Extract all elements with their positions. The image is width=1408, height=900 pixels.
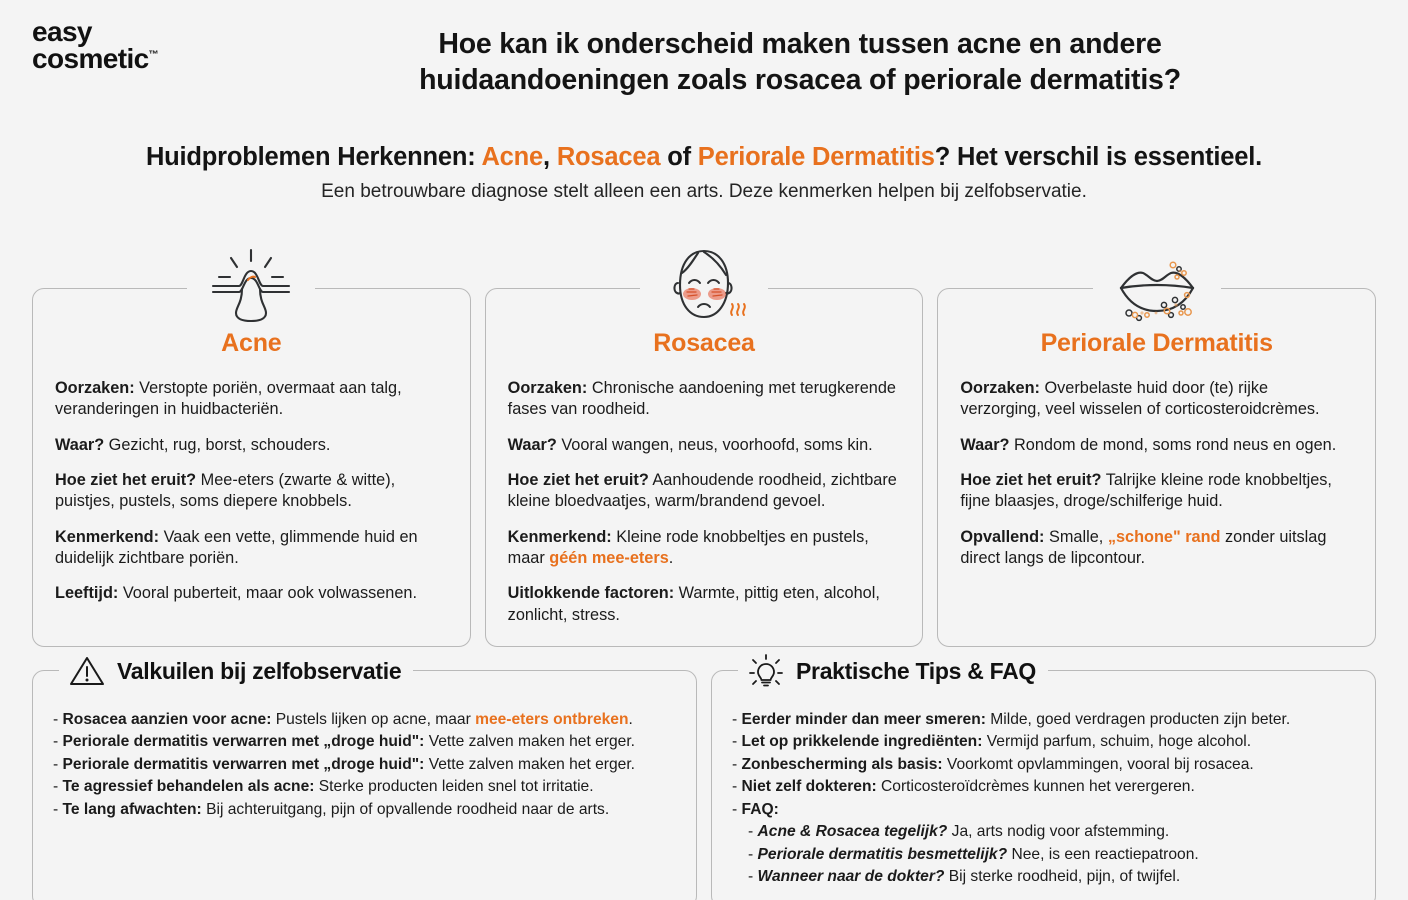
card-row: Waar? Rondom de mond, soms rond neus en ogen. [960,435,1337,454]
intro-term-perioral: Periorale Dermatitis [697,142,935,171]
intro-tail: ? Het verschil is essentieel. [934,142,1263,171]
card-row: Oorzaken: Verstopte poriën, overmaat aan talg, veranderingen in huidbacteriën. [55,379,402,419]
lips-icon [1105,245,1209,323]
header [0,0,1408,99]
intro-term-acne: Acne [481,142,544,171]
list-item: - Periorale dermatitis verwarren met „droge huid": Vette zalven maken het erger. [53,755,636,773]
card-row: Kenmerkend: Kleine rode knobbeltjes en pustels, maar géén mee-eters. [507,527,869,568]
card-rosacea-title: Rosacea [653,329,755,357]
highlight-mee-eters-ontbreken: mee-eters ontbreken [475,711,629,728]
intro-term-rosacea: Rosacea [556,142,661,171]
brand-line-2: cosmetic™ [32,43,159,75]
pore-icon [199,245,303,323]
list-item: - Periorale dermatitis verwarren met „droge huid": Vette zalven maken het erger. [53,733,636,751]
card-row: Hoe ziet het eruit? Talrijke kleine rode knobbeltjes, fijne blaasjes, droge/schilferige huid. [960,471,1332,511]
panel-tips-title: Praktische Tips & FAQ [796,657,1036,684]
card-row: Oorzaken: Chronische aandoening met terugkerende fases van roodheid. [507,379,896,419]
page-title [262,18,1378,99]
bottom-panels [32,657,1376,900]
faq-item: - Acne & Rosacea tegelijk? Ja, arts nodig voor afstemming. [748,823,1170,841]
brand-logo [32,16,262,75]
card-row: Leeftijd: Vooral puberteit, maar ook volwassenen. [55,584,417,603]
panel-tips-faq [711,657,1376,900]
card-periorale-dermatitis [937,288,1376,647]
faq-item: - Wanneer naar de dokter? Bij sterke roodheid, pijn, of twijfel. [748,868,1181,886]
warning-triangle-icon [69,655,105,687]
card-acne-title: Acne [221,329,282,357]
list-item: - Te agressief behandelen als acne: Sterke producten leiden snel tot irritatie. [53,778,594,796]
tips-faq-list [732,709,1355,889]
highlight-schone-rand: „schone" rand [1107,527,1221,546]
intro-lead: Huidproblemen Herkennen: [145,142,482,171]
panel-valkuilen [32,657,697,900]
card-periorale-title: Periorale Dermatitis [1040,329,1273,357]
card-rosacea [485,288,924,647]
list-item: - Zonbescherming als basis: Voorkomt opvlammingen, vooral bij rosacea. [732,755,1254,773]
list-item: - Let op prikkelende ingrediënten: Vermijd parfum, schuim, hoge alcohol. [732,733,1252,751]
brand-line-1: easy [32,16,92,47]
card-acne [32,288,471,647]
card-row: Oorzaken: Overbelaste huid door (te) rijke verzorging, veel wisselen of corticosteroidcrèmes. [960,379,1320,419]
page-title-line-1: Hoe kan ik onderscheid maken tussen acne en andere [438,28,1162,60]
intro-sep-2: of [660,142,698,171]
card-row: Waar? Gezicht, rug, borst, schouders. [55,435,331,454]
intro-sep-1: , [543,142,557,171]
intro-headline [0,143,1408,172]
lightbulb-icon [748,654,784,688]
card-row: Opvallend: Smalle, „schone" rand zonder uitslag direct langs de lipcontour. [960,527,1327,568]
flushed-face-icon [652,245,756,323]
card-periorale-rows [960,378,1353,569]
list-item: - Eerder minder dan meer smeren: Milde, goed verdragen producten zijn beter. [732,711,1291,728]
intro-subtitle: Een betrouwbare diagnose stelt alleen een arts. Deze kenmerken helpen bij zelfobservatie. [321,180,1087,202]
card-acne-rows [55,378,448,605]
card-row: Uitlokkende factoren: Warmte, pittig eten, alcohol, zonlicht, stress. [507,584,880,624]
valkuilen-list [53,709,676,821]
panel-valkuilen-title: Valkuilen bij zelfobservatie [117,657,402,684]
card-row: Waar? Vooral wangen, neus, voorhoofd, soms kin. [507,435,873,454]
card-row: Hoe ziet het eruit? Aanhoudende roodheid, zichtbare kleine bloedvaatjes, warm/brandend gevoel. [507,471,897,511]
highlight-geen-mee-eters: géén mee-eters [549,549,669,568]
list-item: - Rosacea aanzien voor acne: Pustels lijken op acne, maar mee-eters ontbreken. [53,711,633,728]
list-item: - Te lang afwachten: Bij achteruitgang, pijn of opvallende roodheid naar de arts. [53,800,610,818]
card-row: Hoe ziet het eruit? Mee-eters (zwarte & witte), puistjes, pustels, soms diepere knobbels. [55,471,396,511]
card-row: Kenmerkend: Vaak een vette, glimmende huid en duidelijk zichtbare poriën. [55,527,418,568]
intro-block [0,143,1408,203]
list-item: - FAQ: [732,800,779,818]
page-title-line-2: huidaandoeningen zoals rosacea of periorale dermatitis? [419,64,1181,97]
faq-item: - Periorale dermatitis besmettelijk? Nee, is een reactiepatroon. [748,845,1199,863]
card-rosacea-rows [508,378,901,626]
list-item: - Niet zelf dokteren: Corticosteroïdcrèmes kunnen het verergeren. [732,778,1195,796]
condition-cards [32,288,1376,647]
trademark-symbol: ™ [148,49,159,61]
